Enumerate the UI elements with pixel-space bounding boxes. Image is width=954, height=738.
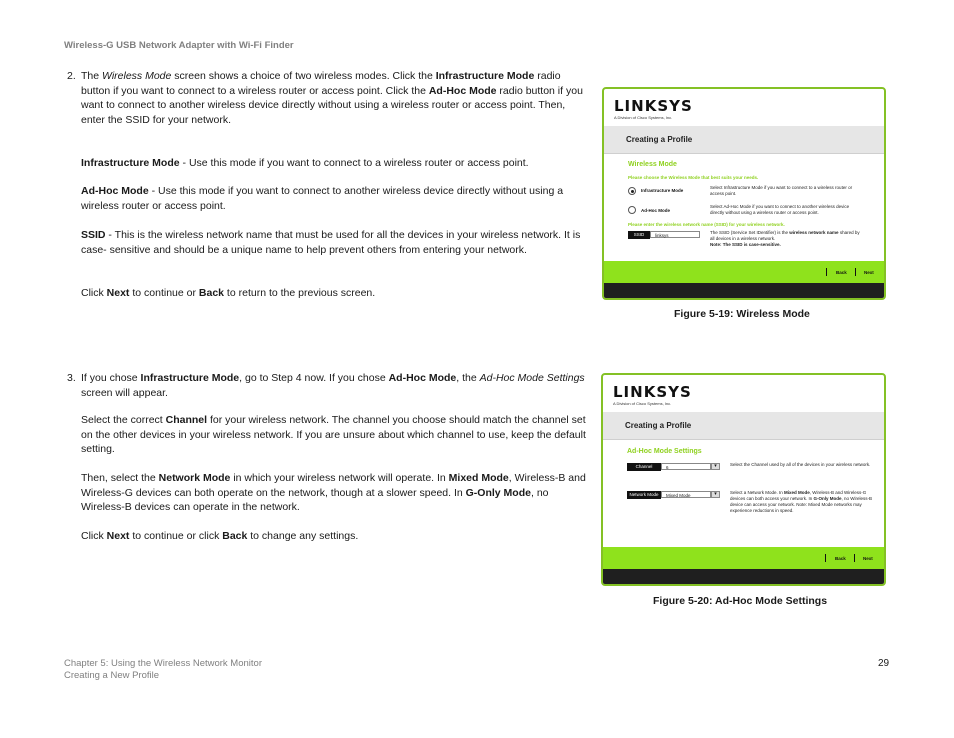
step2-next-instruction: Click Next to continue or Back to return to the previous screen.	[81, 287, 376, 299]
back-button[interactable]: Back	[835, 556, 846, 561]
logo-subtitle: A Division of Cisco Systems, Inc.	[614, 115, 673, 120]
step2-intro: 2. The Wireless Mode screen shows a choice of two wireless modes. Click the Infrastructure Mode radio button if you want to connect to a wireless router or access point. Click the Ad-Hoc Mode radio button if you want to connect to another wireless device directly without using a wireless router or access point. Then, enter the SSID for your network.	[67, 70, 583, 126]
ssid-label: SSID	[628, 231, 650, 239]
network-mode-label: Network Mode	[627, 491, 661, 499]
nav-separator	[854, 554, 855, 562]
step-number: 3.	[67, 372, 76, 384]
infrastructure-mode-description: Infrastructure Mode - Use this mode if you want to connect to a wireless router or access point.	[81, 157, 529, 169]
bottom-bar	[604, 283, 884, 298]
infrastructure-mode-radio[interactable]	[628, 187, 636, 195]
footer-chapter: Chapter 5: Using the Wireless Network Monitor	[64, 658, 262, 669]
step-number: 2.	[67, 70, 76, 82]
ssid-input[interactable]: linksys	[650, 231, 700, 238]
section-title: Ad-Hoc Mode Settings	[627, 448, 702, 455]
back-button[interactable]: Back	[836, 270, 847, 275]
channel-select[interactable]: 6	[661, 463, 711, 470]
ssid-help: The SSID (Service Set IDentifier) is the wireless network name shared by all devices in a wireless network.	[710, 230, 860, 241]
channel-description: Select the correct Channel for your wireless network. The channel you choose should match the channel set on the other devices in your wireless network. If you are unsure about which channel to use, keep the default setting.	[81, 414, 586, 455]
linksys-logo: LINKSYS	[614, 97, 693, 115]
adhoc-mode-help: Select Ad-Hoc Mode if you want to connect to another wireless device directly without using a wireless router or access point.	[710, 204, 850, 215]
ssid-case-note: Note: The SSID is case-sensitive.	[710, 242, 781, 247]
navigation-bar	[603, 547, 884, 569]
profile-title: Creating a Profile	[625, 421, 692, 430]
adhoc-mode-label: Ad-Hoc Mode	[641, 208, 670, 213]
logo-subtitle: A Division of Cisco Systems, Inc.	[613, 401, 672, 406]
figure-caption: Figure 5-20: Ad-Hoc Mode Settings	[653, 595, 828, 607]
nav-separator	[855, 268, 856, 276]
linksys-logo: LINKSYS	[613, 383, 692, 401]
profile-title-bar	[604, 126, 884, 154]
adhoc-mode-description: Ad-Hoc Mode - Use this mode if you want to connect to another wireless device directly without using a wireless router or access point.	[81, 185, 564, 212]
network-mode-select[interactable]: Mixed Mode	[661, 491, 711, 498]
step3-next-instruction: Click Next to continue or click Back to change any settings.	[81, 530, 359, 542]
ssid-description: SSID - This is the wireless network name that must be used for all the devices in your wireless network. It is case- sensitive and should be a unique name to help prevent others from entering your network.	[81, 229, 581, 256]
section-title: Wireless Mode	[628, 161, 677, 168]
next-button[interactable]: Next	[863, 556, 873, 561]
nav-separator	[825, 554, 826, 562]
step3-intro: 3. If you chose Infrastructure Mode, go to Step 4 now. If you chose Ad-Hoc Mode, the Ad-Hoc Mode Settings screen will appear.	[67, 372, 585, 399]
channel-help: Select the Channel used by all of the devices in your wireless network.	[730, 462, 871, 467]
adhoc-mode-radio[interactable]	[628, 206, 636, 214]
page-number: 29	[878, 658, 890, 669]
network-mode-help: Select a Network Mode. In Mixed Mode, Wireless-B and Wireless-G devices can both access your network. In G-Only Mode, no Wireless-B device can access your network. Note: Mixed Mode networks may experience reductions in speed.	[730, 490, 873, 513]
ssid-prompt: Please enter the wireless network name (SSID) for your wireless network.	[628, 222, 785, 227]
profile-title: Creating a Profile	[626, 135, 693, 144]
infrastructure-mode-help: Select Infrastructure Mode if you want to connect to a wireless router or access point.	[710, 185, 853, 196]
next-button[interactable]: Next	[864, 270, 874, 275]
chevron-down-icon[interactable]: ▾	[711, 491, 720, 498]
navigation-bar	[604, 261, 884, 283]
bottom-bar	[603, 569, 884, 584]
document-header: Wireless-G USB Network Adapter with Wi-Fi Finder	[64, 40, 294, 51]
profile-title-bar	[603, 412, 884, 440]
mode-prompt: Please choose the Wireless Mode that best suits your needs.	[628, 175, 759, 180]
network-mode-description: Then, select the Network Mode in which your wireless network will operate. In Mixed Mode, Wireless-B and Wireless-G devices can both operate on the network, though at a slower speed. In G-Only Mode, no Wireless-B devices can operate in the network.	[81, 472, 586, 513]
chevron-down-icon[interactable]: ▾	[711, 463, 720, 470]
figure-caption: Figure 5-19: Wireless Mode	[674, 308, 810, 320]
channel-label: Channel	[627, 463, 661, 471]
footer-section: Creating a New Profile	[64, 670, 160, 681]
nav-separator	[826, 268, 827, 276]
adhoc-settings-screenshot	[601, 373, 886, 586]
infrastructure-mode-label: Infrastructure Mode	[641, 188, 684, 193]
wireless-mode-screenshot	[602, 87, 886, 300]
